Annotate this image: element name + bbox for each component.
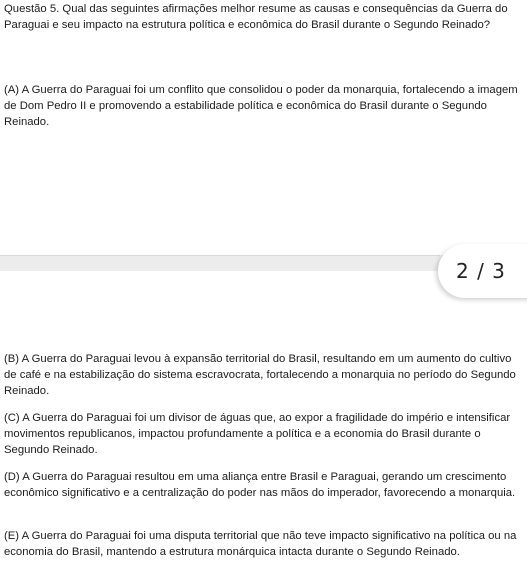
option-b: (B) A Guerra do Paraguai levou à expansão territorial do Brasil, resultando em um aumento do cultivo de café e na estabilização do sistema escravocrata, fortalecendo a monarquia no período do Segundo Reinado. <box>4 353 516 397</box>
option-c: (C) A Guerra do Paraguai foi um divisor de águas que, ao expor a fragilidade do império e intensificar movimentos republicanos, impactou profundamente a política e a economia do Brasil durante o Segundo Reinado. <box>4 412 511 456</box>
question-text: Questão 5. Qual das seguintes afirmações melhor resume as causas e consequências da Guerra do Paraguai e seu impacto na estrutura política e econômica do Brasil durante o Segundo Reinado? <box>4 3 508 31</box>
option-d: (D) A Guerra do Paraguai resultou em uma aliança entre Brasil e Paraguai, gerando um crescimento econômico significativo e a centralização do poder nas mãos do imperador, favorecendo a monarquia. <box>4 471 516 499</box>
page-indicator: 2 / 3 <box>456 259 506 283</box>
page-divider-line <box>0 255 440 256</box>
option-a: (A) A Guerra do Paraguai foi um conflito que consolidou o poder da monarquia, fortalecendo a imagem de Dom Pedro II e promovendo a estabilidade política e econômica do Brasil durante o Segundo Reinado. <box>4 84 518 128</box>
option-e: (E) A Guerra do Paraguai foi uma disputa territorial que não teve impacto significativo na política ou na economia do Brasil, mantendo a estrutura monárquica intacta durante o Segundo Reinado. <box>4 530 517 558</box>
